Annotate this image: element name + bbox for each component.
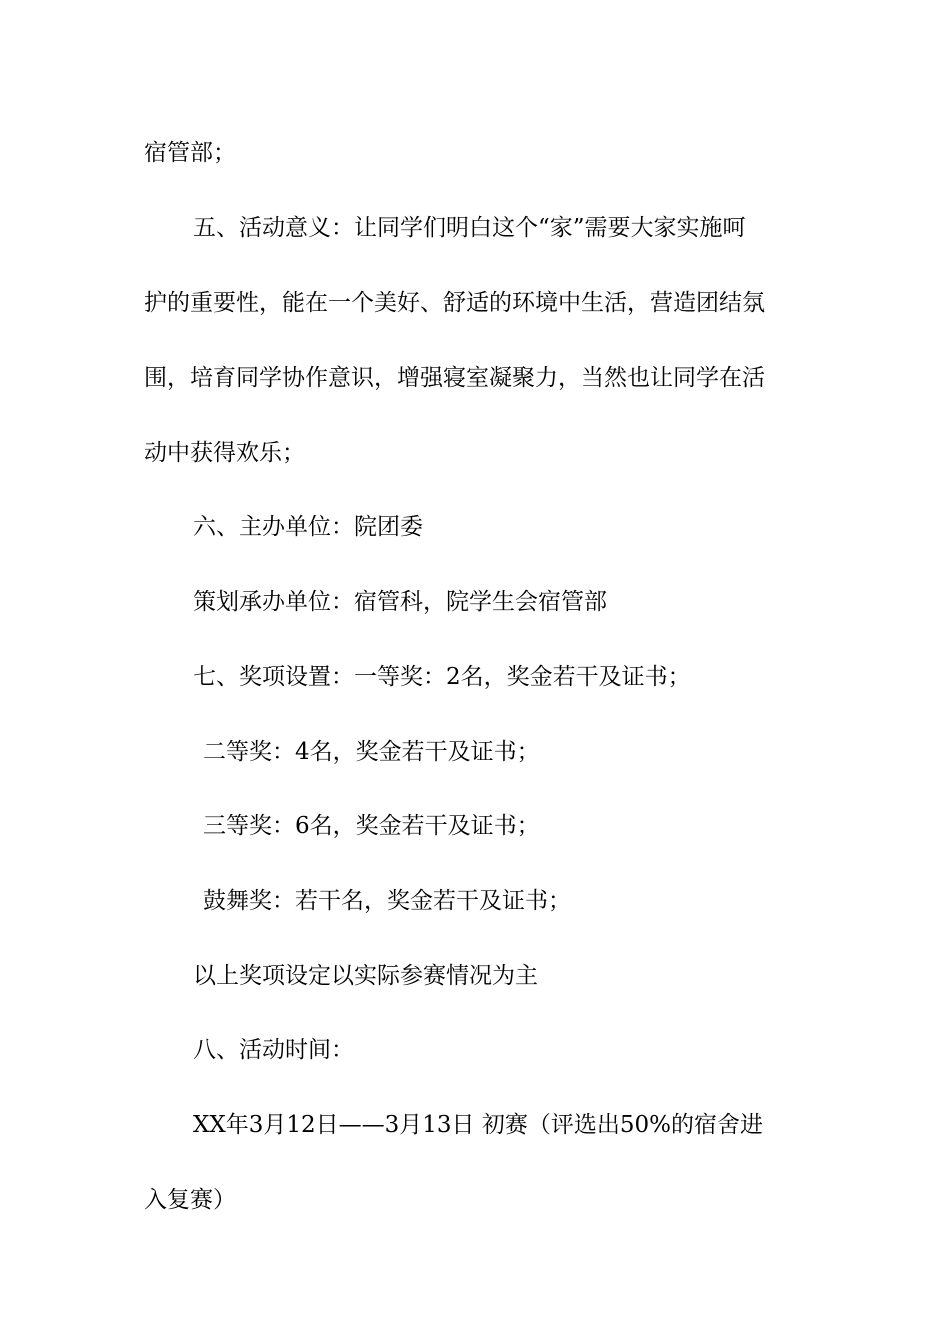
text-line-time-2: 入复赛） [144, 1187, 236, 1213]
text-line-host: 六、主办单位：院团委 [193, 514, 423, 540]
text-line-time-1: XX年3月12日——3月13日 初赛（评选出50%的宿舍进 [193, 1112, 763, 1138]
text-line-significance-3: 围，培育同学协作意识，增强寝室凝聚力，当然也让同学在活 [144, 365, 765, 391]
text-line-time-heading: 八、活动时间： [193, 1037, 354, 1063]
text-line-significance-1: 五、活动意义：让同学们明白这个“家”需要大家实施呵 [193, 215, 746, 241]
text-line-dorm-dept: 宿管部； [144, 140, 236, 166]
text-line-awards-second: 二等奖：4名，奖金若干及证书； [203, 739, 540, 765]
text-line-organizer: 策划承办单位：宿管科，院学生会宿管部 [193, 589, 607, 615]
text-line-significance-2: 护的重要性，能在一个美好、舒适的环境中生活，营造团结氛 [144, 290, 765, 316]
text-line-awards-third: 三等奖：6名，奖金若干及证书； [203, 813, 540, 839]
text-line-awards-encouragement: 鼓舞奖：若干名，奖金若干及证书； [203, 888, 571, 914]
text-line-awards-note: 以上奖项设定以实际参赛情况为主 [193, 963, 538, 989]
text-line-awards-first: 七、奖项设置：一等奖：2名，奖金若干及证书； [193, 664, 691, 690]
text-line-significance-4: 动中获得欢乐； [144, 440, 305, 466]
